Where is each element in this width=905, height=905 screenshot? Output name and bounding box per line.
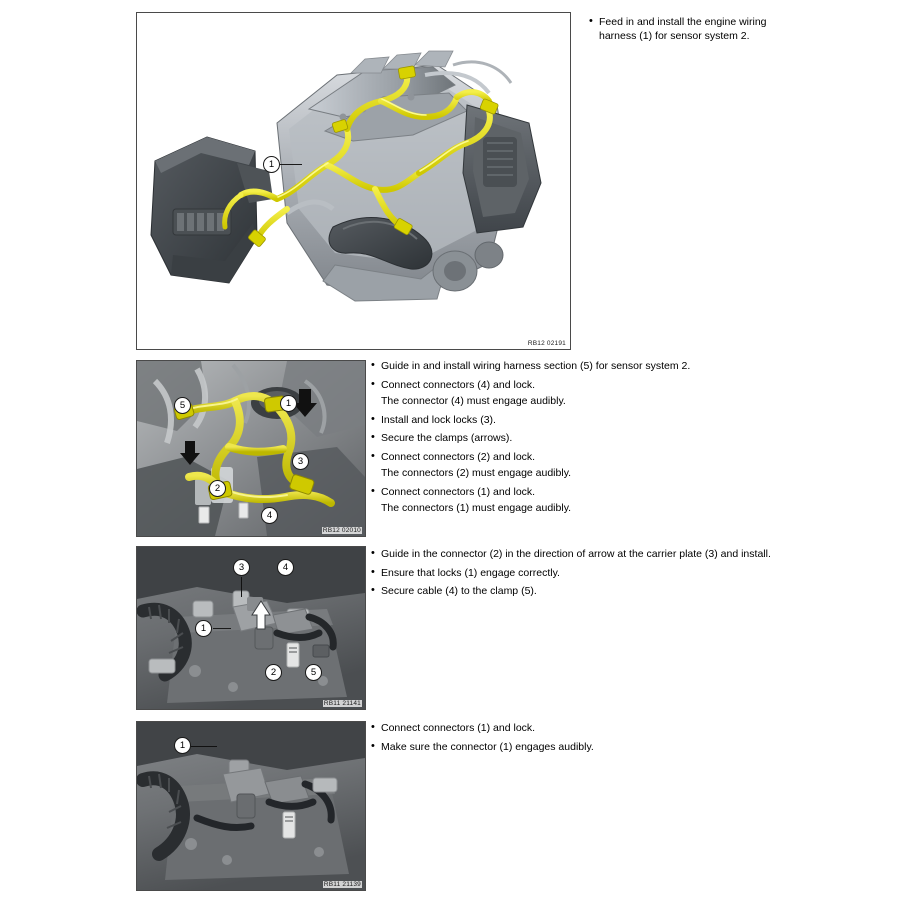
list-item: • Install and lock locks (3). [370,414,790,428]
figure-4-callout-1: 1 [174,737,191,754]
engine-illustration [137,13,570,349]
list-item: • Connect connectors (2) and lock. [370,451,790,465]
list-item: • Secure the clamps (arrows). [370,432,790,446]
figure-3-callout-5: 5 [305,664,322,681]
figure-3-callout-1: 1 [195,620,212,637]
engine-bay-photo-4 [137,722,365,890]
figure-1-callout-1: 1 [263,156,280,173]
figure-4-bullet-list [370,722,788,754]
list-item: • Connect connectors (1) and lock. [370,722,788,736]
figure-2-caption [370,360,790,521]
figure-2-callout-4: 4 [261,507,278,524]
figure-4-leader-1 [191,746,217,747]
figure-2-harness-section [136,360,366,537]
list-item: • Make sure the connector (1) engages audibly. [370,741,788,755]
list-item: • Guide in and install wiring harness section (5) for sensor system 2. [370,360,790,374]
engine-bay-photo-3 [137,547,365,709]
figure-2-code: RB12 02010 [322,527,361,534]
figure-4-connector-detail [136,721,366,891]
figure-3-code: RB11 21141 [323,700,361,707]
figure-2-callout-2: 2 [209,480,226,497]
figure-3-bullet-list [370,548,788,599]
figure-2-callout-1: 1 [280,395,297,412]
figure-1-code: RB12 02191 [527,340,566,347]
list-item: • Ensure that locks (1) engage correctly. [370,567,788,581]
figure-1-caption [588,16,778,48]
figure-1-engine-overview [136,12,571,350]
figure-2-bullet-list [370,360,790,516]
figure-1-bullet-list [588,16,778,43]
list-item: The connectors (1) must engage audibly. [381,502,572,514]
figure-4-caption [370,722,788,759]
figure-3-caption [370,548,788,604]
figure-3-connector-carrier-plate [136,546,366,710]
list-item: • Connect connectors (1) and lock. [370,486,790,500]
figure-2-callout-3: 3 [292,453,309,470]
figure-3-callout-2: 2 [265,664,282,681]
list-item: • Connect connectors (4) and lock. [370,379,790,393]
list-item: • Secure cable (4) to the clamp (5). [370,585,788,599]
figure-2-callout-5: 5 [174,397,191,414]
figure-3-callout-3: 3 [233,559,250,576]
list-item: The connector (4) must engage audibly. [381,395,566,407]
list-item: • Guide in the connector (2) in the direction of arrow at the carrier plate (3) and install. [370,548,788,562]
figure-3-callout-4: 4 [277,559,294,576]
figure-4-code: RB11 21139 [323,881,361,888]
list-item: The connectors (2) must engage audibly. [381,467,572,479]
figure-3-leader-3 [241,577,242,597]
figure-3-leader-1 [213,628,231,629]
engine-bay-photo-2 [137,361,365,536]
figure-1-leader-1 [280,164,302,165]
list-item: • Feed in and install the engine wiring harness (1) for sensor system 2. [588,16,778,43]
